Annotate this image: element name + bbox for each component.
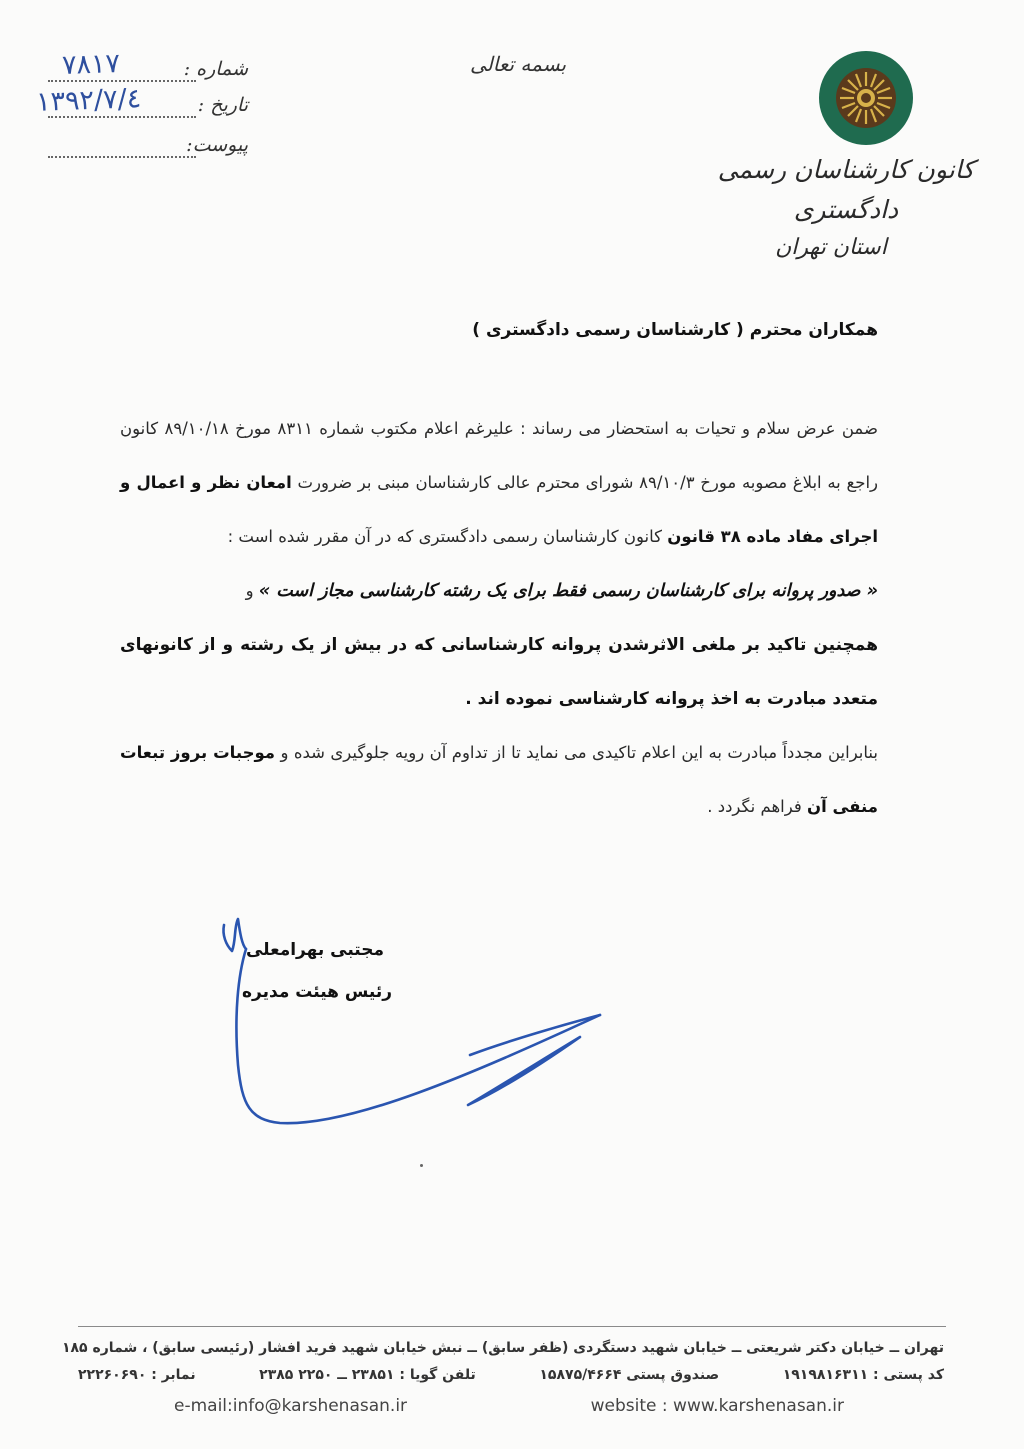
paragraph-3-end: فراهم نگردد . [707,797,802,816]
letter-number-field [48,47,248,88]
footer-web [78,1396,944,1416]
footer-po-box: صندوق پستی ۱۵۸۷۵/۴۶۶۴ [539,1367,720,1383]
footer-contacts [78,1367,944,1383]
organization-name [716,150,976,266]
footer-address: تهران ــ خیابان دکتر شریعتی ــ خیابان شهید دستگردی (ظفر سابق) ــ نبش خیابان شهید فرید افشار (رئیسی سابق) ، شماره ۱۸۵ [61,1340,944,1356]
paragraph-2: همچنین تاکید بر ملغی الاثرشدن پروانه کارشناسانی که در بیش از یک رشته و از کانونهای متعدد مبادرت به اخذ پروانه کارشناسی نموده اند . [120,635,878,709]
paragraph-1-bold: امعان نظر و اعمال و اجرای مفاد ماده ۳۸ قانون [120,473,878,546]
attachment-label: پیوست: [186,134,248,156]
letter-date-value: ۱۳۹۲/۷/٤ [35,83,142,118]
organization-name-line1: کانون کارشناسان رسمی دادگستری [717,155,975,224]
letter-body [120,310,878,834]
quote-tail: و [245,581,254,600]
basmala-heading: بسمه تعالی [470,52,567,76]
paragraph-3 [120,726,878,834]
signatory-name: مجتبی بهرامعلی [245,940,384,960]
footer-postal-code: کد پستی : ۱۹۱۹۸۱۶۳۱۱ [782,1367,944,1383]
organization-name-line2: استان تهران [775,235,887,260]
footer-email: e-mail:info@karshenasan.ir [174,1396,408,1416]
footer-fax: نمابر : ۲۲۲۶۰۶۹۰ [78,1367,196,1383]
regulation-quote: « صدور پروانه برای کارشناسان رسمی فقط برای یک رشته کارشناسی مجاز است » [258,581,878,601]
paragraph-1-text: ضمن عرض سلام و تحیات به استحضار می رساند : علیرغم اعلام مکتوب شماره ۸۳۱۱ مورخ ۸۹/۱۰/۱۸ کانون راجع به ابلاغ مصوبه مورخ ۸۹/۱۰/۳ شورای محترم عالی کارشناسان مبنی بر ضرورت [120,419,878,492]
paragraph-3-text: بنابراین مجدداً مبادرت به این اعلام تاکیدی می نماید تا از تداوم آن رویه جلوگیری شده و [280,743,878,762]
letter-date-label: تاریخ : [197,94,248,116]
signatory-title: رئیس هیئت مدیره [242,982,392,1002]
footer-phone: تلفن گویا : ۲۳۸۵۱ ــ ۲۲۵۰ ۲۳۸۵ [259,1367,476,1383]
footer-website: website : www.karshenasan.ir [590,1396,844,1416]
letter-number-label: شماره : [183,58,248,80]
letter-number-value: ۷۸۱۷ [61,47,121,82]
footer-divider [78,1326,946,1327]
paragraph-3-bold: موجبات بروز تبعات منفی آن [120,743,878,816]
seal-logo-icon [818,50,914,146]
paragraph-1-end: کانون کارشناسان رسمی دادگستری که در آن مقرر شده است : [227,527,663,546]
letter-date-field [35,83,248,124]
attachment-dotted-line [48,156,196,158]
letter-greeting: همکاران محترم ( کارشناسان رسمی دادگستری ) [472,320,878,340]
paragraph-1 [120,402,878,564]
quote-paragraph [120,564,878,618]
attachment-field [48,134,248,164]
paper-speck [420,1164,423,1167]
